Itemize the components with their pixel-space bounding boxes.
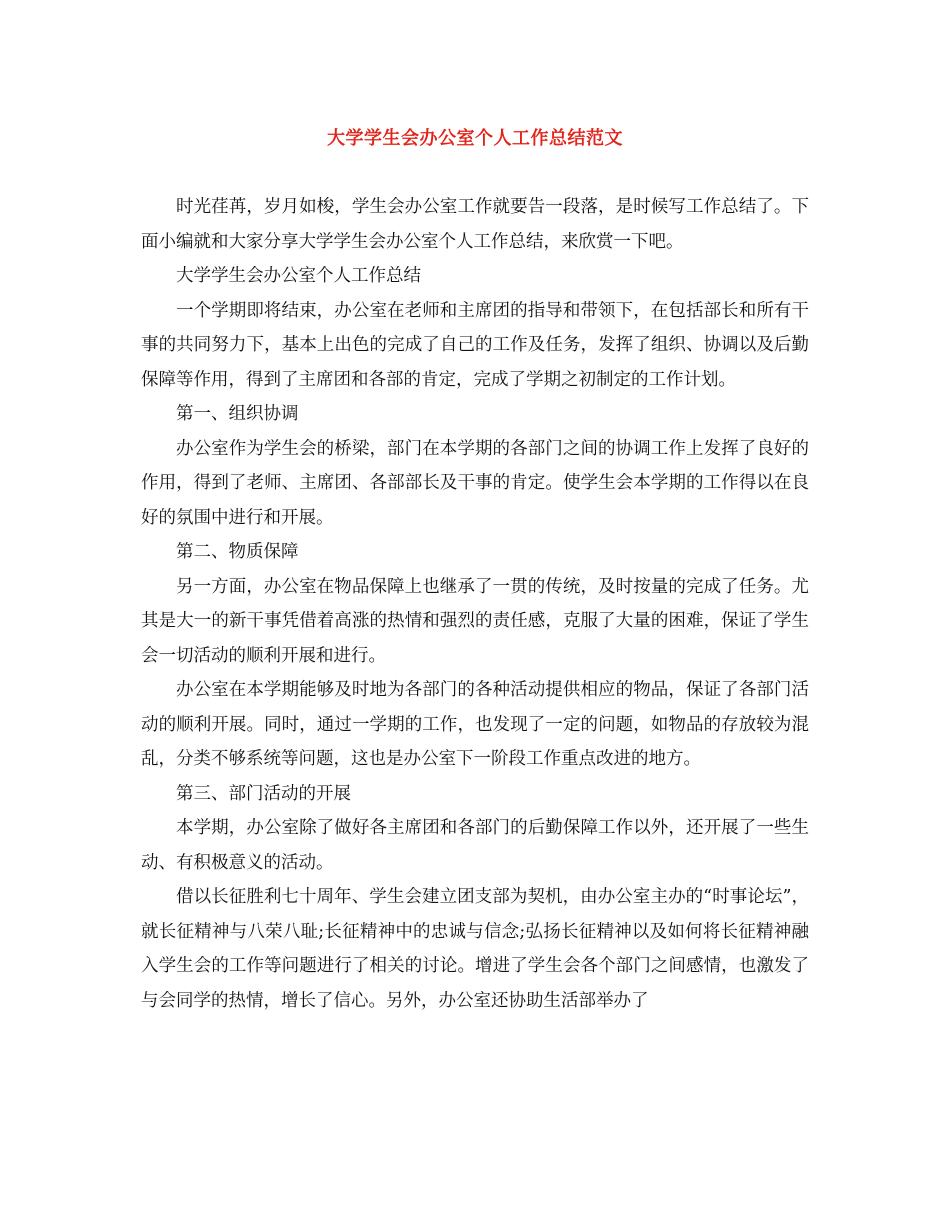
section-heading-2: 第二、物质保障: [176, 542, 299, 562]
document-title: 大学学生会办公室个人工作总结范文: [327, 128, 623, 149]
section-heading-3: 第三、部门活动的开展: [176, 783, 351, 804]
paragraph-summary: 一个学期即将结束，办公室在老师和主席团的指导和带领下，在包括部长和所有干事的共同努力下，基本上出色的完成了自己的工作及任务，发挥了组织、协调以及后勤保障等作用，得到了主席团和各部的肯定，完成了学期之初制定的工作计划。: [141, 300, 809, 390]
paragraph-activities-1: 本学期，办公室除了做好各主席团和各部门的后勤保障工作以外，还开展了一些生动、有积极意义的活动。: [141, 818, 809, 873]
section-heading-1: 第一、组织协调: [176, 404, 299, 424]
document-body: [141, 190, 809, 1018]
paragraph-coordination: 办公室作为学生会的桥梁，部门在本学期的各部门之间的协调工作上发挥了良好的作用，得到了老师、主席团、各部部长及干事的肯定。使学生会本学期的工作得以在良好的氛围中进行和开展。: [141, 438, 809, 528]
paragraph-material-1: 另一方面，办公室在物品保障上也继承了一贯的传统，及时按量的完成了任务。尤其是大一的新干事凭借着高涨的热情和强烈的责任感，克服了大量的困难，保证了学生会一切活动的顺利开展和进行。: [141, 576, 809, 666]
paragraph-subtitle: 大学学生会办公室个人工作总结: [176, 266, 421, 286]
paragraph-material-2: 办公室在本学期能够及时地为各部门的各种活动提供相应的物品，保证了各部门活动的顺利开展。同时，通过一学期的工作，也发现了一定的问题，如物品的存放较为混乱，分类不够系统等问题，这也是办公室下一阶段工作重点改进的地方。: [141, 680, 809, 769]
paragraph-activities-2: 借以长征胜利七十周年、学生会建立团支部为契机，由办公室主办的“时事论坛”，就长征精神与八荣八耻;长征精神中的忠诚与信念;弘扬长征精神以及如何将长征精神融入学生会的工作等问题进行了相关的讨论。增进了学生会各个部门之间感情，也激发了与会同学的热情，增长了信心。另外，办公室还协助生活部举办了: [141, 887, 809, 1011]
paragraph-intro: 时光荏苒，岁月如梭，学生会办公室工作就要告一段落，是时候写工作总结了。下面小编就和大家分享大学学生会办公室个人工作总结，来欣赏一下吧。: [141, 197, 809, 252]
